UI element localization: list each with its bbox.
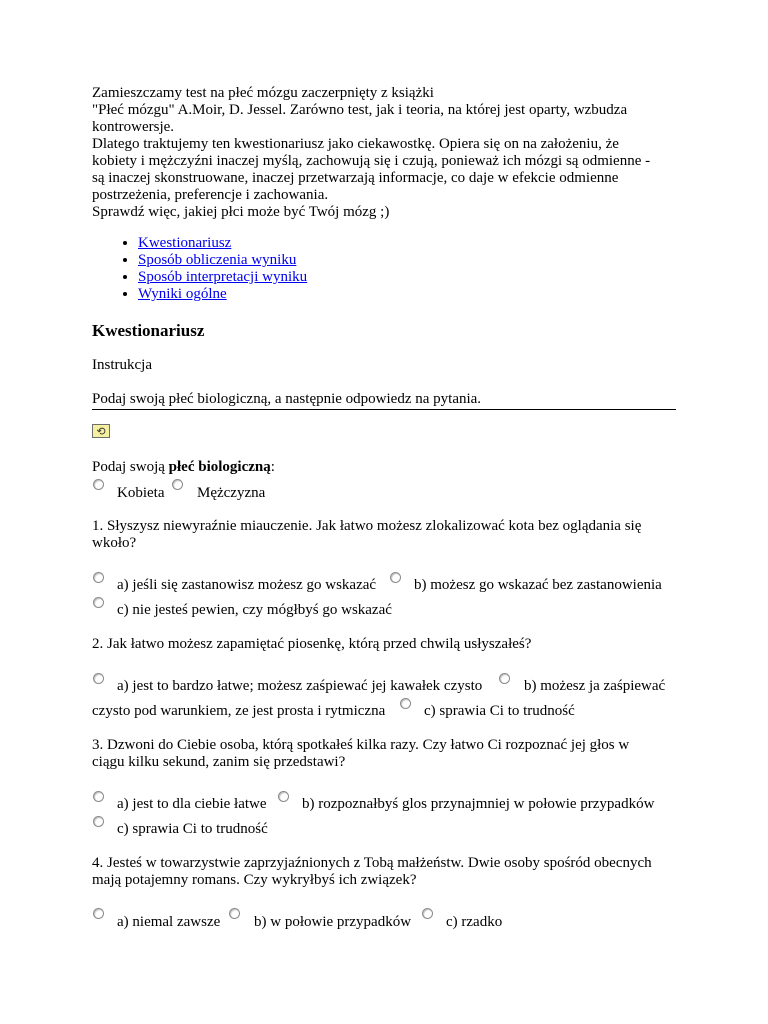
q2-radio-c[interactable] (400, 698, 411, 709)
q1-option-b: b) możesz go wskazać bez zastanowienia (414, 577, 662, 593)
question-3-line: ciągu kilku sekund, zanim się przedstawi? (92, 754, 346, 770)
q3-radio-a[interactable] (93, 791, 104, 802)
intro-line: kontrowersje. (92, 119, 175, 135)
q4-option-b: b) w połowie przypadków (254, 914, 412, 930)
q2-radio-b[interactable] (499, 673, 510, 684)
q2-radio-a[interactable] (93, 673, 104, 684)
toc-link-sposob-obliczenia[interactable]: Sposób obliczenia wyniku (138, 252, 297, 268)
q4-radio-c[interactable] (422, 908, 433, 919)
toc-link-wyniki-ogolne[interactable]: Wyniki ogólne (138, 286, 227, 302)
intro-line: Zamieszczamy test na płeć mózgu zaczerpnięty z książki (92, 85, 434, 101)
toc-link-sposob-interpretacji[interactable]: Sposób interpretacji wyniku (138, 269, 308, 285)
q2-option-a: a) jest to bardzo łatwe; możesz zaśpiewać jej kawałek czysto (117, 678, 483, 694)
intro-paragraph (92, 85, 692, 221)
gender-prompt-suffix: : (270, 459, 275, 475)
question-3-line: 3. Dzwoni do Ciebie osoba, którą spotkałeś kilka razy. Czy łatwo Ci rozpoznać jej głos w (92, 737, 630, 753)
toc-link-kwestionariusz[interactable]: Kwestionariusz (138, 235, 232, 251)
toc-item (138, 286, 692, 303)
q1-option-a: a) jeśli się zastanowisz możesz go wskazać (117, 577, 377, 593)
q2-option-b-continued: czysto pod warunkiem, ze jest prosta i rytmiczna (92, 703, 386, 719)
question-2: 2. Jak łatwo możesz zapamiętać piosenkę, którą przed chwilą usłyszałeś? (92, 636, 532, 652)
gender-radio-mezczyzna[interactable] (172, 479, 183, 490)
question-1-line: 1. Słyszysz niewyraźnie miauczenie. Jak łatwo możesz zlokalizować kota bez oglądania się (92, 518, 642, 534)
q4-option-a: a) niemal zawsze (117, 914, 221, 930)
toc-item (138, 235, 692, 252)
form-helper-icon[interactable] (92, 424, 110, 438)
question-4-line: 4. Jesteś w towarzystwie zaprzyjaźnionych z Tobą małżeństw. Dwie osoby spośród obecnych (92, 855, 652, 871)
q3-radio-b[interactable] (278, 791, 289, 802)
toc-item (138, 252, 692, 269)
q1-radio-c[interactable] (93, 597, 104, 608)
gender-radio-kobieta[interactable] (93, 479, 104, 490)
q3-option-c: c) sprawia Ci to trudność (117, 821, 268, 837)
gender-prompt (92, 459, 275, 476)
question-1 (92, 518, 682, 552)
toc-item (138, 269, 692, 286)
q3-radio-c[interactable] (93, 816, 104, 827)
q4-option-c: c) rzadko (446, 914, 503, 930)
q2-option-c: c) sprawia Ci to trudność (424, 703, 575, 719)
question-4-line: mają potajemny romans. Czy wykryłbyś ich związek? (92, 872, 417, 888)
q1-radio-a[interactable] (93, 572, 104, 583)
question-1-line: wkoło? (92, 535, 137, 551)
intro-line: "Płeć mózgu" A.Moir, D. Jessel. Zarówno test, jak i teoria, na której jest oparty, wzbudza (92, 102, 628, 118)
question-3 (92, 737, 682, 771)
gender-label-kobieta: Kobieta (117, 485, 165, 501)
table-of-contents (92, 235, 692, 303)
intro-line: kobiety i mężczyźni inaczej myślą, zachowują się i czują, ponieważ ich mózgi są odmienne - (92, 153, 651, 169)
intro-line: postrzeżenia, preferencje i zachowania. (92, 187, 329, 203)
q3-option-b: b) rozpoznałbyś glos przynajmniej w połowie przypadków (302, 796, 655, 812)
q3-option-a: a) jest to dla ciebie łatwe (117, 796, 267, 812)
gender-prompt-bold: płeć biologiczną (168, 459, 271, 475)
intro-line: Sprawdź więc, jakiej płci może być Twój mózg ;) (92, 204, 390, 220)
q1-option-c: c) nie jesteś pewien, czy mógłbyś go wskazać (117, 602, 392, 618)
instruction-text: Podaj swoją płeć biologiczną, a następnie odpowiedz na pytania. (92, 391, 676, 410)
q1-radio-b[interactable] (390, 572, 401, 583)
intro-line: są inaczej skonstruowane, inaczej przetwarzają informacje, co daje w efekcie odmienne (92, 170, 619, 186)
intro-line: Dlatego traktujemy ten kwestionariusz jako ciekawostkę. Opiera się on na założeniu, że (92, 136, 619, 152)
gender-label-mezczyzna: Mężczyzna (197, 485, 266, 501)
gender-prompt-prefix: Podaj swoją (92, 459, 169, 475)
form-helper-glyph-icon: ⟲ (96, 424, 106, 438)
section-title: Kwestionariusz (92, 321, 205, 340)
instruction-heading: Instrukcja (92, 357, 152, 373)
q4-radio-b[interactable] (229, 908, 240, 919)
q4-radio-a[interactable] (93, 908, 104, 919)
document-page (92, 85, 692, 930)
q2-option-b: b) możesz ja zaśpiewać (524, 678, 666, 694)
question-4 (92, 855, 682, 889)
